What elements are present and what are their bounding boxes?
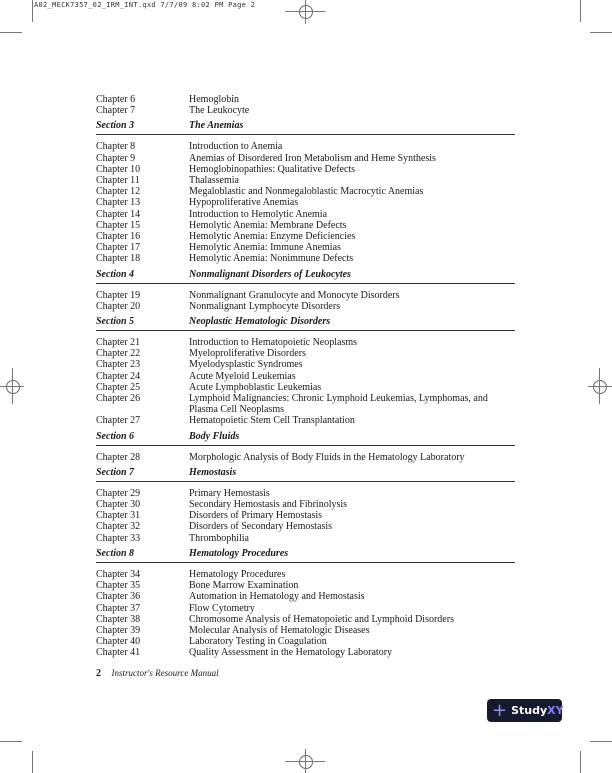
chapter-row: [96, 569, 515, 580]
chapter-number: Chapter 37: [96, 602, 141, 614]
chapter-title: Bone Marrow Examination: [189, 580, 299, 592]
chapter-title: Nonmalignant Granulocyte and Monocyte Disorders: [189, 289, 400, 301]
chapter-number: Chapter 9: [96, 152, 136, 164]
chapter-title: Chromosome Analysis of Hematopoietic and Lymphoid Disorders: [189, 613, 454, 625]
chapter-title: Introduction to Hematopoietic Neoplasms: [189, 337, 358, 349]
chapter-number: Chapter 18: [96, 253, 141, 265]
chapter-row: [96, 153, 515, 164]
chapter-row: [96, 382, 515, 393]
chapter-title: Thalassemia: [189, 175, 239, 187]
chapter-title: Hematology Procedures: [189, 568, 286, 580]
section-number: Section 8: [96, 547, 135, 559]
chapter-title: Disorders of Secondary Hemostasis: [189, 521, 333, 533]
section-title: The Anemias: [189, 120, 244, 132]
chapter-number: Chapter 38: [96, 613, 141, 625]
chapter-title: Flow Cytometry: [189, 602, 255, 614]
chapter-row: [96, 175, 515, 186]
chapter-title: Morphologic Analysis of Body Fluids in the Hematology Laboratory: [189, 451, 465, 463]
chapter-row: [96, 591, 515, 602]
chapter-row: [96, 301, 515, 312]
chapter-row: [96, 220, 515, 231]
section-header: [96, 269, 515, 284]
chapter-row: [96, 521, 515, 532]
chapter-row: [96, 186, 515, 197]
chapter-title: Myelodysplastic Syndromes: [189, 359, 303, 371]
chapter-row: [96, 290, 515, 301]
chapter-row: [96, 647, 515, 658]
chapter-row: [96, 488, 515, 499]
section-header: [96, 548, 515, 563]
chapter-number: Chapter 15: [96, 219, 141, 231]
crop-mark: [32, 751, 33, 773]
registration-line: [305, 0, 306, 24]
chapter-number: Chapter 33: [96, 532, 141, 544]
page-footer: [96, 667, 219, 680]
chapter-number: Chapter 30: [96, 499, 141, 511]
chapter-row: [96, 371, 515, 382]
chapter-number: Chapter 29: [96, 487, 141, 499]
chapter-number: Chapter 13: [96, 197, 141, 209]
chapter-row: [96, 197, 515, 208]
chapter-title: Megaloblastic and Nonmegaloblastic Macrocytic Anemias: [189, 186, 424, 198]
registration-line: [588, 386, 612, 387]
chapter-row: [96, 337, 515, 348]
print-slug: A02_MECK7357_02_IRM_INT.qxd 7/7/09 8:02 PM Page 2: [34, 1, 256, 9]
chapter-number: Chapter 21: [96, 337, 141, 349]
chapter-title: Molecular Analysis of Hematologic Diseases: [189, 624, 370, 636]
chapter-title: Thrombophilia: [189, 532, 249, 544]
crop-mark: [580, 0, 581, 22]
chapter-number: Chapter 36: [96, 591, 141, 603]
chapter-row: [96, 94, 515, 105]
chapter-title: Hemoglobinopathies: Qualitative Defects: [189, 163, 356, 175]
registration-line: [12, 368, 13, 404]
registration-line: [599, 368, 600, 404]
chapter-number: Chapter 26: [96, 393, 141, 405]
chapter-row: [96, 510, 515, 521]
chapter-title: Secondary Hemostasis and Fibrinolysis: [189, 499, 348, 511]
chapter-number: Chapter 35: [96, 580, 141, 592]
chapter-row: [96, 452, 515, 463]
section-number: Section 5: [96, 316, 135, 328]
badge-study: Study: [511, 704, 548, 717]
chapter-title: Introduction to Anemia: [189, 141, 283, 153]
section-number: Section 4: [96, 268, 135, 280]
registration-mark-icon: [299, 5, 313, 19]
chapter-number: Chapter 14: [96, 208, 141, 220]
chapter-row: [96, 242, 515, 253]
chapter-number: Chapter 10: [96, 163, 141, 175]
chapter-title: Disorders of Primary Hemostasis: [189, 510, 323, 522]
chapter-title: Automation in Hematology and Hemostasis: [189, 591, 365, 603]
chapter-title: Acute Myeloid Leukemias: [189, 370, 296, 382]
chapter-title: The Leukocyte: [189, 105, 250, 117]
badge-xy: XY: [547, 704, 564, 717]
chapter-row: [96, 141, 515, 152]
section-header: [96, 316, 515, 331]
book-title: Instructor's Resource Manual: [111, 668, 219, 678]
chapter-row: [96, 636, 515, 647]
chapter-number: Chapter 41: [96, 647, 141, 659]
chapter-title: Hemoglobin: [189, 94, 239, 105]
crop-mark: [580, 751, 581, 773]
chapter-number: Chapter 8: [96, 141, 136, 153]
chapter-row: [96, 603, 515, 614]
registration-line: [305, 749, 306, 773]
page-number: 2: [96, 668, 101, 679]
chapter-row: [96, 359, 515, 370]
chapter-row: [96, 625, 515, 636]
chapter-number: Chapter 24: [96, 370, 141, 382]
crop-mark: [32, 0, 33, 22]
studyxy-badge[interactable]: [487, 699, 562, 722]
chapter-title: Lymphoid Malignancies: Chronic Lymphoid Leukemias, Lymphomas, and Plasma Cell Neoplasms: [189, 393, 488, 416]
chapter-number: Chapter 27: [96, 415, 141, 427]
chapter-number: Chapter 22: [96, 348, 141, 360]
registration-mark-icon: [593, 380, 607, 394]
chapter-title: Hypoproliferative Anemias: [189, 197, 299, 209]
chapter-row: [96, 499, 515, 510]
section-header: [96, 467, 515, 482]
chapter-row: [96, 253, 515, 264]
section-title: Hematology Procedures: [189, 547, 289, 559]
chapter-title: Myeloproliferative Disorders: [189, 348, 306, 360]
chapter-row: [96, 164, 515, 175]
chapter-number: Chapter 11: [96, 175, 140, 187]
chapter-number: Chapter 31: [96, 510, 141, 522]
chapter-row: [96, 614, 515, 625]
chapter-number: Chapter 39: [96, 624, 141, 636]
registration-mark-icon: [6, 380, 20, 394]
registration-mark-icon: [299, 755, 313, 769]
chapter-number: Chapter 32: [96, 521, 141, 533]
chapter-number: Chapter 7: [96, 105, 136, 117]
chapter-title: Laboratory Testing in Coagulation: [189, 636, 327, 648]
section-header: [96, 120, 515, 135]
chapter-number: Chapter 12: [96, 186, 141, 198]
chapter-title: Hemolytic Anemia: Enzyme Deficiencies: [189, 231, 356, 243]
section-title: Body Fluids: [189, 430, 240, 442]
chapter-row: [96, 393, 515, 415]
chapter-number: Chapter 19: [96, 289, 141, 301]
chapter-number: Chapter 6: [96, 94, 136, 105]
chapter-title: Hematopoietic Stem Cell Transplantation: [189, 415, 355, 427]
chapter-number: Chapter 34: [96, 568, 141, 580]
chapter-row: [96, 348, 515, 359]
chapter-title: Anemias of Disordered Iron Metabolism and Heme Synthesis: [189, 152, 436, 164]
crop-mark: [0, 32, 22, 33]
chapter-row: [96, 209, 515, 220]
section-number: Section 7: [96, 466, 135, 478]
chapter-number: Chapter 17: [96, 242, 141, 254]
chapter-title: Hemolytic Anemia: Nonimmune Defects: [189, 253, 354, 265]
section-number: Section 6: [96, 430, 135, 442]
chapter-title: Primary Hemostasis: [189, 487, 270, 499]
chapter-number: Chapter 20: [96, 300, 141, 312]
chapter-title: Nonmalignant Lymphocyte Disorders: [189, 300, 341, 312]
chapter-number: Chapter 40: [96, 636, 141, 648]
section-title: Hemostasis: [189, 466, 237, 478]
section-number: Section 3: [96, 120, 135, 132]
chapter-title: Hemolytic Anemia: Membrane Defects: [189, 219, 347, 231]
chapter-row: [96, 580, 515, 591]
chapter-row: [96, 231, 515, 242]
chapter-title: Hemolytic Anemia: Immune Anemias: [189, 242, 341, 254]
table-of-contents: [96, 94, 515, 659]
section-header: [96, 431, 515, 446]
chapter-number: Chapter 16: [96, 231, 141, 243]
chapter-title: Quality Assessment in the Hematology Laboratory: [189, 647, 393, 659]
chapter-title: Acute Lymphoblastic Leukemias: [189, 381, 322, 393]
crop-mark: [590, 741, 612, 742]
plus-icon: +: [492, 699, 508, 721]
chapter-row: [96, 105, 515, 116]
section-title: Nonmalignant Disorders of Leukocytes: [189, 268, 351, 280]
section-title: Neoplastic Hematologic Disorders: [189, 316, 331, 328]
chapter-row: [96, 533, 515, 544]
chapter-row: [96, 415, 515, 426]
chapter-title: Introduction to Hemolytic Anemia: [189, 208, 328, 220]
chapter-number: Chapter 23: [96, 359, 141, 371]
crop-mark: [590, 32, 612, 33]
chapter-number: Chapter 25: [96, 381, 141, 393]
crop-mark: [0, 741, 22, 742]
chapter-number: Chapter 28: [96, 451, 141, 463]
